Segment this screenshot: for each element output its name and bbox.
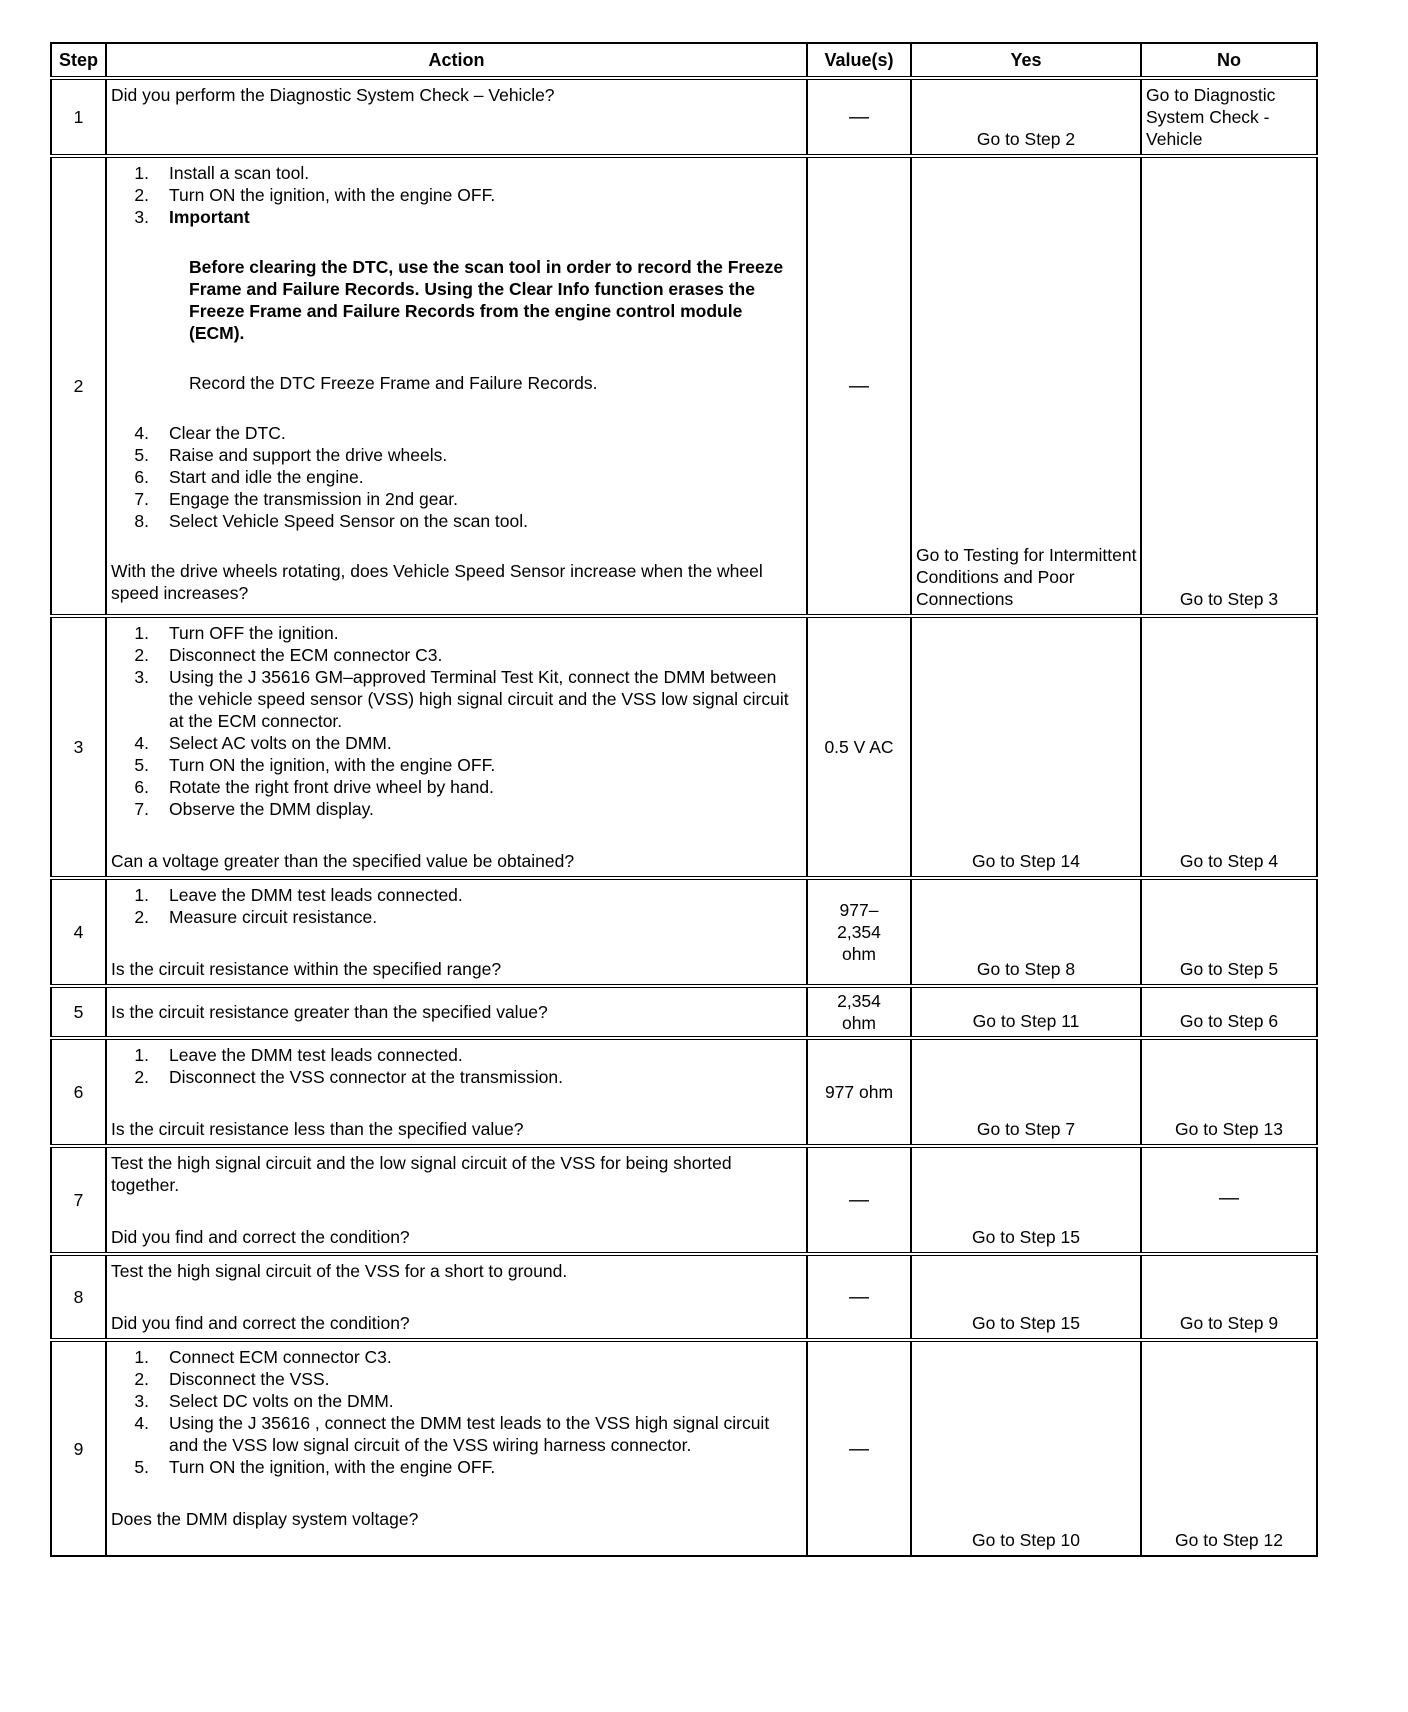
list-text: Leave the DMM test leads connected.	[169, 885, 463, 905]
action-steps	[111, 1044, 802, 1088]
list-text: Select AC volts on the DMM.	[169, 733, 392, 753]
no-text: Go to Diagnostic System Check - Vehicle	[1146, 85, 1276, 149]
list-number: 1.	[134, 163, 149, 183]
list-text: Disconnect the VSS connector at the transmission.	[169, 1067, 563, 1087]
list-text: Using the J 35616 , connect the DMM test leads to the VSS high signal circuit and the VSS low signal circuit of the VSS wiring harness connector.	[169, 1413, 770, 1455]
action-question: Is the circuit resistance less than the specified value?	[111, 1119, 524, 1139]
no-cell	[1141, 1038, 1317, 1146]
action-question: Can a voltage greater than the specified value be obtained?	[111, 851, 575, 871]
yes-text: Go to Step 7	[976, 1119, 1076, 1139]
list-text: Rotate the right front drive wheel by hand.	[169, 777, 494, 797]
header-no: No	[1141, 43, 1317, 78]
action-cell	[106, 1254, 807, 1340]
list-item	[111, 798, 802, 820]
list-number: 5.	[134, 755, 149, 775]
yes-text: Go to Step 14	[972, 851, 1080, 871]
list-text: Disconnect the VSS.	[169, 1369, 330, 1389]
header-yes: Yes	[911, 43, 1141, 78]
no-cell	[1141, 616, 1317, 878]
no-text: Go to Step 9	[1179, 1313, 1279, 1333]
list-number: 3.	[134, 207, 149, 227]
record-instruction: Record the DTC Freeze Frame and Failure Records.	[189, 373, 598, 393]
list-item	[111, 422, 802, 444]
list-item	[111, 666, 802, 732]
list-item	[111, 1456, 802, 1478]
list-item	[111, 754, 802, 776]
list-item	[111, 644, 802, 666]
action-steps	[111, 622, 802, 820]
list-number: 3.	[134, 1391, 149, 1411]
yes-text: Go to Step 11	[972, 1011, 1080, 1031]
list-item	[111, 1044, 802, 1066]
header-step: Step	[51, 43, 106, 78]
value-cell: —	[807, 78, 911, 156]
step-number: 7	[51, 1146, 106, 1254]
yes-cell	[911, 156, 1141, 616]
table-header-row	[51, 43, 1317, 78]
list-text: Turn ON the ignition, with the engine OFF.	[169, 755, 496, 775]
list-item	[111, 488, 802, 510]
table-row	[51, 1254, 1317, 1340]
important-note: Before clearing the DTC, use the scan tool in order to record the Freeze Frame and Failure Records. Using the Clear Info function erases the Freeze Frame and Failure Records from the engine control module (ECM).	[189, 257, 784, 343]
list-item	[111, 906, 802, 928]
list-item	[111, 1368, 802, 1390]
step-number: 8	[51, 1254, 106, 1340]
list-item	[111, 884, 802, 906]
no-cell	[1141, 1340, 1317, 1556]
list-number: 4.	[134, 733, 149, 753]
yes-text: Go to Step 8	[976, 959, 1076, 979]
action-question: Did you find and correct the condition?	[111, 1227, 410, 1247]
step-number: 1	[51, 78, 106, 156]
list-text: Start and idle the engine.	[169, 467, 364, 487]
no-text: Go to Step 6	[1179, 1011, 1279, 1031]
no-cell: —	[1141, 1146, 1317, 1254]
no-text: Go to Step 12	[1175, 1530, 1283, 1550]
list-item	[111, 622, 802, 644]
list-number: 4.	[134, 1413, 149, 1433]
list-text: Connect ECM connector C3.	[169, 1347, 392, 1367]
action-question: Did you find and correct the condition?	[111, 1313, 410, 1333]
diagnostic-table	[50, 42, 1318, 1557]
list-number: 2.	[134, 1067, 149, 1087]
list-number: 5.	[134, 1457, 149, 1477]
yes-cell	[911, 616, 1141, 878]
action-cell	[106, 156, 807, 616]
list-number: 7.	[134, 489, 149, 509]
list-item	[111, 466, 802, 488]
step-number: 4	[51, 878, 106, 986]
list-text: Turn ON the ignition, with the engine OFF.	[169, 1457, 496, 1477]
list-text: Select Vehicle Speed Sensor on the scan tool.	[169, 511, 528, 531]
no-cell	[1141, 878, 1317, 986]
list-item	[111, 1412, 802, 1456]
step-number: 9	[51, 1340, 106, 1556]
no-text: Go to Step 3	[1179, 589, 1279, 609]
yes-cell	[911, 1146, 1141, 1254]
action-cell	[106, 1340, 807, 1556]
step-number: 6	[51, 1038, 106, 1146]
value-cell: —	[807, 156, 911, 616]
action-text: Test the high signal circuit and the low signal circuit of the VSS for being shorted together.	[111, 1153, 732, 1195]
yes-text: Go to Step 10	[972, 1530, 1080, 1550]
step-number: 2	[51, 156, 106, 616]
list-text: Engage the transmission in 2nd gear.	[169, 489, 458, 509]
no-cell	[1141, 1254, 1317, 1340]
list-number: 1.	[134, 623, 149, 643]
action-question: Is the circuit resistance within the specified range?	[111, 959, 502, 979]
no-text: Go to Step 5	[1179, 959, 1279, 979]
list-number: 2.	[134, 645, 149, 665]
table-row	[51, 78, 1317, 156]
list-text: Using the J 35616 GM–approved Terminal Test Kit, connect the DMM between the vehicle speed sensor (VSS) high signal circuit and the VSS low signal circuit at the ECM connector.	[169, 667, 789, 731]
list-number: 1.	[134, 1347, 149, 1367]
yes-cell	[911, 1340, 1141, 1556]
list-text: Raise and support the drive wheels.	[169, 445, 448, 465]
list-item	[111, 444, 802, 466]
yes-text: Go to Step 15	[972, 1313, 1080, 1333]
list-number: 1.	[134, 885, 149, 905]
list-item	[111, 162, 802, 184]
value-cell: 0.5 V AC	[807, 616, 911, 878]
list-number: 1.	[134, 1045, 149, 1065]
value-cell	[807, 986, 911, 1038]
list-text: Clear the DTC.	[169, 423, 286, 443]
yes-text: Go to Step 2	[976, 129, 1076, 149]
value-cell: —	[807, 1146, 911, 1254]
action-text: Test the high signal circuit of the VSS for a short to ground.	[111, 1261, 568, 1281]
list-number: 4.	[134, 423, 149, 443]
table-row	[51, 1038, 1317, 1146]
list-text: Install a scan tool.	[169, 163, 310, 183]
yes-cell	[911, 1254, 1141, 1340]
list-text: Leave the DMM test leads connected.	[169, 1045, 463, 1065]
action-steps	[111, 162, 802, 228]
list-text: Observe the DMM display.	[169, 799, 374, 819]
list-item	[111, 776, 802, 798]
action-cell	[106, 1038, 807, 1146]
yes-text: Go to Testing for Intermittent Conditions and Poor Connections	[916, 545, 1137, 609]
no-cell	[1141, 986, 1317, 1038]
action-text: Did you perform the Diagnostic System Check – Vehicle?	[111, 85, 555, 105]
list-number: 5.	[134, 445, 149, 465]
value-text: 2,354 ohm	[837, 991, 881, 1033]
list-text: Turn OFF the ignition.	[169, 623, 339, 643]
list-number: 2.	[134, 1369, 149, 1389]
action-cell	[106, 78, 807, 156]
action-steps	[111, 422, 802, 532]
table-row	[51, 616, 1317, 878]
table-row	[51, 1340, 1317, 1556]
list-text: Measure circuit resistance.	[169, 907, 378, 927]
action-text: Is the circuit resistance greater than the specified value?	[111, 1002, 548, 1022]
list-item	[111, 1346, 802, 1368]
table-row	[51, 878, 1317, 986]
value-cell: —	[807, 1254, 911, 1340]
list-number: 7.	[134, 799, 149, 819]
table-row	[51, 156, 1317, 616]
list-item	[111, 732, 802, 754]
list-item	[111, 184, 802, 206]
yes-cell	[911, 78, 1141, 156]
table-row	[51, 986, 1317, 1038]
step-number: 3	[51, 616, 106, 878]
action-question: Does the DMM display system voltage?	[111, 1509, 419, 1529]
list-text: Select DC volts on the DMM.	[169, 1391, 394, 1411]
list-number: 6.	[134, 467, 149, 487]
no-text: Go to Step 4	[1179, 851, 1279, 871]
action-cell	[106, 616, 807, 878]
no-cell	[1141, 78, 1317, 156]
table-row	[51, 1146, 1317, 1254]
step-number: 5	[51, 986, 106, 1038]
value-text: 977–2,354 ohm	[837, 900, 881, 964]
list-number: 6.	[134, 777, 149, 797]
list-item	[111, 510, 802, 532]
list-number: 2.	[134, 185, 149, 205]
action-cell	[106, 878, 807, 986]
list-number: 3.	[134, 667, 149, 687]
yes-text: Go to Step 15	[972, 1227, 1080, 1247]
action-cell	[106, 1146, 807, 1254]
list-item	[111, 206, 802, 228]
header-action: Action	[106, 43, 807, 78]
value-cell: 977 ohm	[807, 1038, 911, 1146]
value-cell	[807, 878, 911, 986]
action-question: With the drive wheels rotating, does Vehicle Speed Sensor increase when the wheel speed increases?	[111, 561, 763, 603]
yes-cell	[911, 878, 1141, 986]
header-value: Value(s)	[807, 43, 911, 78]
list-number: 2.	[134, 907, 149, 927]
list-item	[111, 1390, 802, 1412]
action-steps	[111, 1346, 802, 1478]
yes-cell	[911, 1038, 1141, 1146]
yes-cell	[911, 986, 1141, 1038]
value-cell: —	[807, 1340, 911, 1556]
list-text: Disconnect the ECM connector C3.	[169, 645, 443, 665]
no-cell	[1141, 156, 1317, 616]
list-text: Turn ON the ignition, with the engine OFF.	[169, 185, 496, 205]
list-item	[111, 1066, 802, 1088]
action-cell	[106, 986, 807, 1038]
list-number: 8.	[134, 511, 149, 531]
list-text: Important	[169, 207, 250, 227]
action-steps	[111, 884, 802, 928]
no-text: Go to Step 13	[1175, 1119, 1283, 1139]
